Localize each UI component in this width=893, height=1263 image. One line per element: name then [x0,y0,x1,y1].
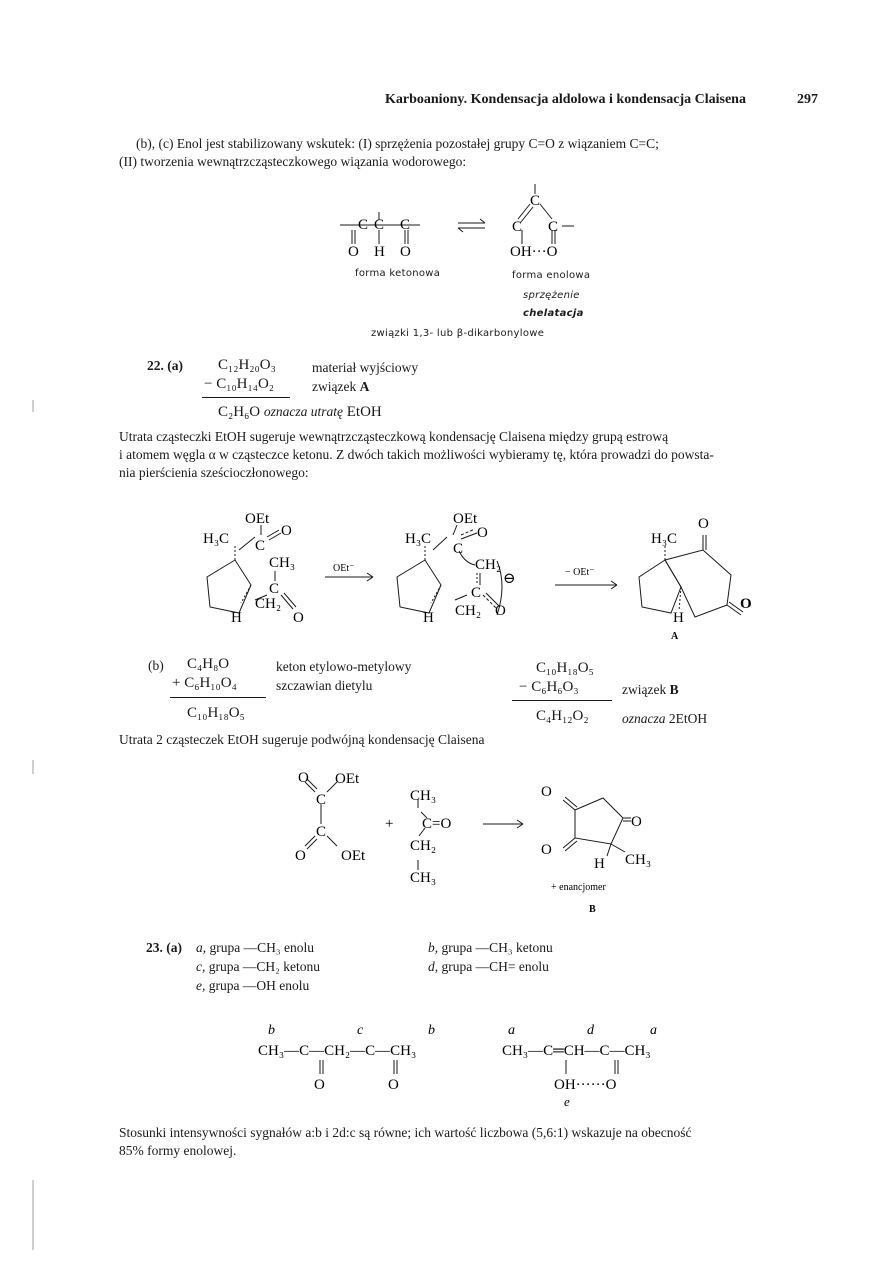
formula-oxalate-desc: szczawian dietylu [276,678,373,693]
svg-text:O: O [631,814,642,830]
assignment-a: a, grupa —CH₃ enolu [196,940,314,955]
svg-text:CH₂: CH₂ [455,603,482,619]
svg-text:d: d [587,1023,594,1038]
svg-text:O: O [495,603,506,619]
formula-ketone: C₄H₈O [187,656,230,672]
svg-text:H₃C: H₃C [651,531,678,547]
svg-text:a: a [650,1023,657,1038]
conjugation-note: sprzężenie [523,290,580,301]
assignment-e: e, grupa —OH enolu [196,978,310,993]
svg-text:C=O: C=O [422,816,452,832]
problem-23-number: 23. (a) [146,940,182,955]
svg-text:O: O [541,842,552,858]
formula-sum: C₁₀H₁₈O₅ [187,705,245,721]
assignment-b: b, grupa —CH₃ ketonu [428,940,553,955]
svg-text:CH₃: CH₃ [269,555,296,571]
p22-text-3: nia pierścienia sześcioczłonowego: [119,465,309,480]
formula-compound-b-desc: związek B [622,682,679,697]
svg-text:O: O [400,244,411,260]
svg-text:B: B [589,904,596,915]
intro-line-1: (b), (c) Enol jest stabilizowany wskutek: (I) sprzężenia pozostałej grupy C=O z wiązaniem C=C; [136,136,659,151]
svg-text:CH₂: CH₂ [410,838,437,854]
svg-text:a: a [508,1023,515,1038]
sum-rule [170,697,266,698]
svg-text:C: C [471,585,482,601]
svg-text:+ enancjomer: + enancjomer [551,882,606,893]
svg-text:b: b [268,1023,275,1038]
svg-text:C: C [453,541,464,557]
svg-text:A: A [671,631,679,640]
svg-text:CH₃—C—CH₂—C—CH₃: CH₃—C—CH₂—C—CH₃ [258,1043,417,1059]
svg-text:O: O [541,784,552,800]
assignment-d: d, grupa —CH= enolu [428,959,549,974]
svg-text:+: + [385,816,394,832]
p22b-text: Utrata 2 cząsteczek EtOH sugeruje podwójną kondensację Claisena [119,732,485,747]
svg-text:H: H [673,610,684,626]
svg-text:OH······O: OH······O [554,1077,617,1093]
svg-text:H: H [594,856,605,872]
acetylacetone-tautomers [258,1022,698,1108]
formula-right-difference-desc: oznacza 2EtOH [622,711,708,726]
svg-text:OEt⁻: OEt⁻ [333,563,355,574]
svg-text:O: O [477,525,488,541]
svg-text:OH···O: OH···O [510,244,558,260]
scan-edge-mark [32,1180,34,1250]
enol-form-caption: forma enolowa [512,270,591,281]
p22-text-1: Utrata cząsteczki EtOH sugeruje wewnątrzcząsteczkową kondensację Claisena między grupą estrową [119,429,669,444]
svg-text:C: C [316,792,327,808]
svg-text:C: C [548,219,559,235]
svg-text:O: O [348,244,359,260]
svg-text:C: C [358,217,369,233]
difference-rule [512,700,612,701]
svg-text:C: C [269,581,280,597]
svg-text:C: C [255,538,266,554]
svg-text:H: H [231,610,242,626]
svg-text:O: O [698,516,709,532]
keto-enol-structure [330,172,620,282]
formula-compound-b: − C₆H₆O₃ [519,679,579,695]
svg-text:b: b [428,1023,435,1038]
svg-text:OEt: OEt [453,511,478,527]
svg-text:C: C [400,217,411,233]
svg-text:⊖: ⊖ [503,571,516,587]
conclusion-line-2: 85% formy enolowej. [119,1143,237,1158]
svg-text:CH₃—C═CH—C—CH₃: CH₃—C═CH—C—CH₃ [502,1043,651,1059]
svg-text:OEt: OEt [245,511,270,527]
formula-right-1: C₁₀H₁₈O₅ [536,660,594,676]
svg-text:CH₃: CH₃ [410,870,437,886]
formula-compound-a-desc: związek A [312,379,370,394]
svg-text:H: H [374,244,385,260]
page-number: 297 [797,92,818,107]
running-header: Karboaniony. Kondensacja aldolowa i kondensacja Claisena [385,92,746,107]
conclusion-line-1: Stosunki intensywności sygnałów a:b i 2d:c są równe; ich wartość liczbowa (5,6:1) wskazuje na obecność [119,1125,692,1140]
double-claisen-scheme [285,770,685,915]
formula-difference: C₂H₆O oznacza utratę EtOH [218,404,382,420]
svg-text:C: C [512,219,523,235]
chelation-note: chelatacja [523,308,584,319]
svg-text:C: C [530,193,541,209]
svg-text:O: O [298,770,309,786]
svg-text:CH₂: CH₂ [475,557,502,573]
svg-text:C: C [316,824,327,840]
p22-text-2: i atomem węgla α w cząsteczce ketonu. Z dwóch takich możliwości wybieramy tę, która prowadzi do powsta- [119,447,714,462]
problem-22b-number: (b) [148,658,164,673]
formula-starting: C₁₂H₂₀O₃ [218,357,276,373]
svg-text:O: O [293,610,304,626]
formula-ketone-desc: keton etylowo-metylowy [276,659,412,674]
scan-edge-mark [32,760,34,774]
svg-text:C: C [374,217,385,233]
svg-text:CH₃: CH₃ [625,852,652,868]
svg-text:CH₃: CH₃ [410,788,437,804]
svg-text:O: O [281,523,292,539]
formula-starting-desc: materiał wyjściowy [312,360,419,375]
svg-text:OEt: OEt [335,771,360,787]
svg-text:CH₂: CH₂ [255,596,282,612]
svg-text:H: H [423,610,434,626]
formula-right-difference: C₄H₁₂O₂ [536,708,589,724]
svg-text:e: e [564,1094,570,1108]
keto-form-caption: forma ketonowa [355,268,441,279]
svg-text:c: c [357,1023,364,1038]
svg-text:− OEt⁻: − OEt⁻ [565,567,595,578]
subtraction-rule [202,397,290,398]
svg-text:H₃C: H₃C [203,531,230,547]
assignment-c: c, grupa —CH₂ ketonu [196,959,320,974]
problem-22-number: 22. (a) [147,358,183,373]
formula-oxalate: + C₆H₁₀O₄ [172,675,237,691]
svg-text:O: O [295,848,306,864]
claisen-scheme [195,505,795,640]
svg-text:O: O [314,1077,325,1093]
svg-text:OEt: OEt [341,848,366,864]
dicarbonyl-caption: związki 1,3- lub β-dikarbonylowe [371,328,545,339]
intro-line-2: (II) tworzenia wewnątrzcząsteczkowego wiązania wodorowego: [119,154,467,169]
svg-text:O: O [388,1077,399,1093]
formula-compound-a: − C₁₀H₁₄O₂ [204,376,275,392]
svg-text:O: O [740,596,752,612]
scan-edge-mark [32,400,34,412]
svg-text:H₃C: H₃C [405,531,432,547]
